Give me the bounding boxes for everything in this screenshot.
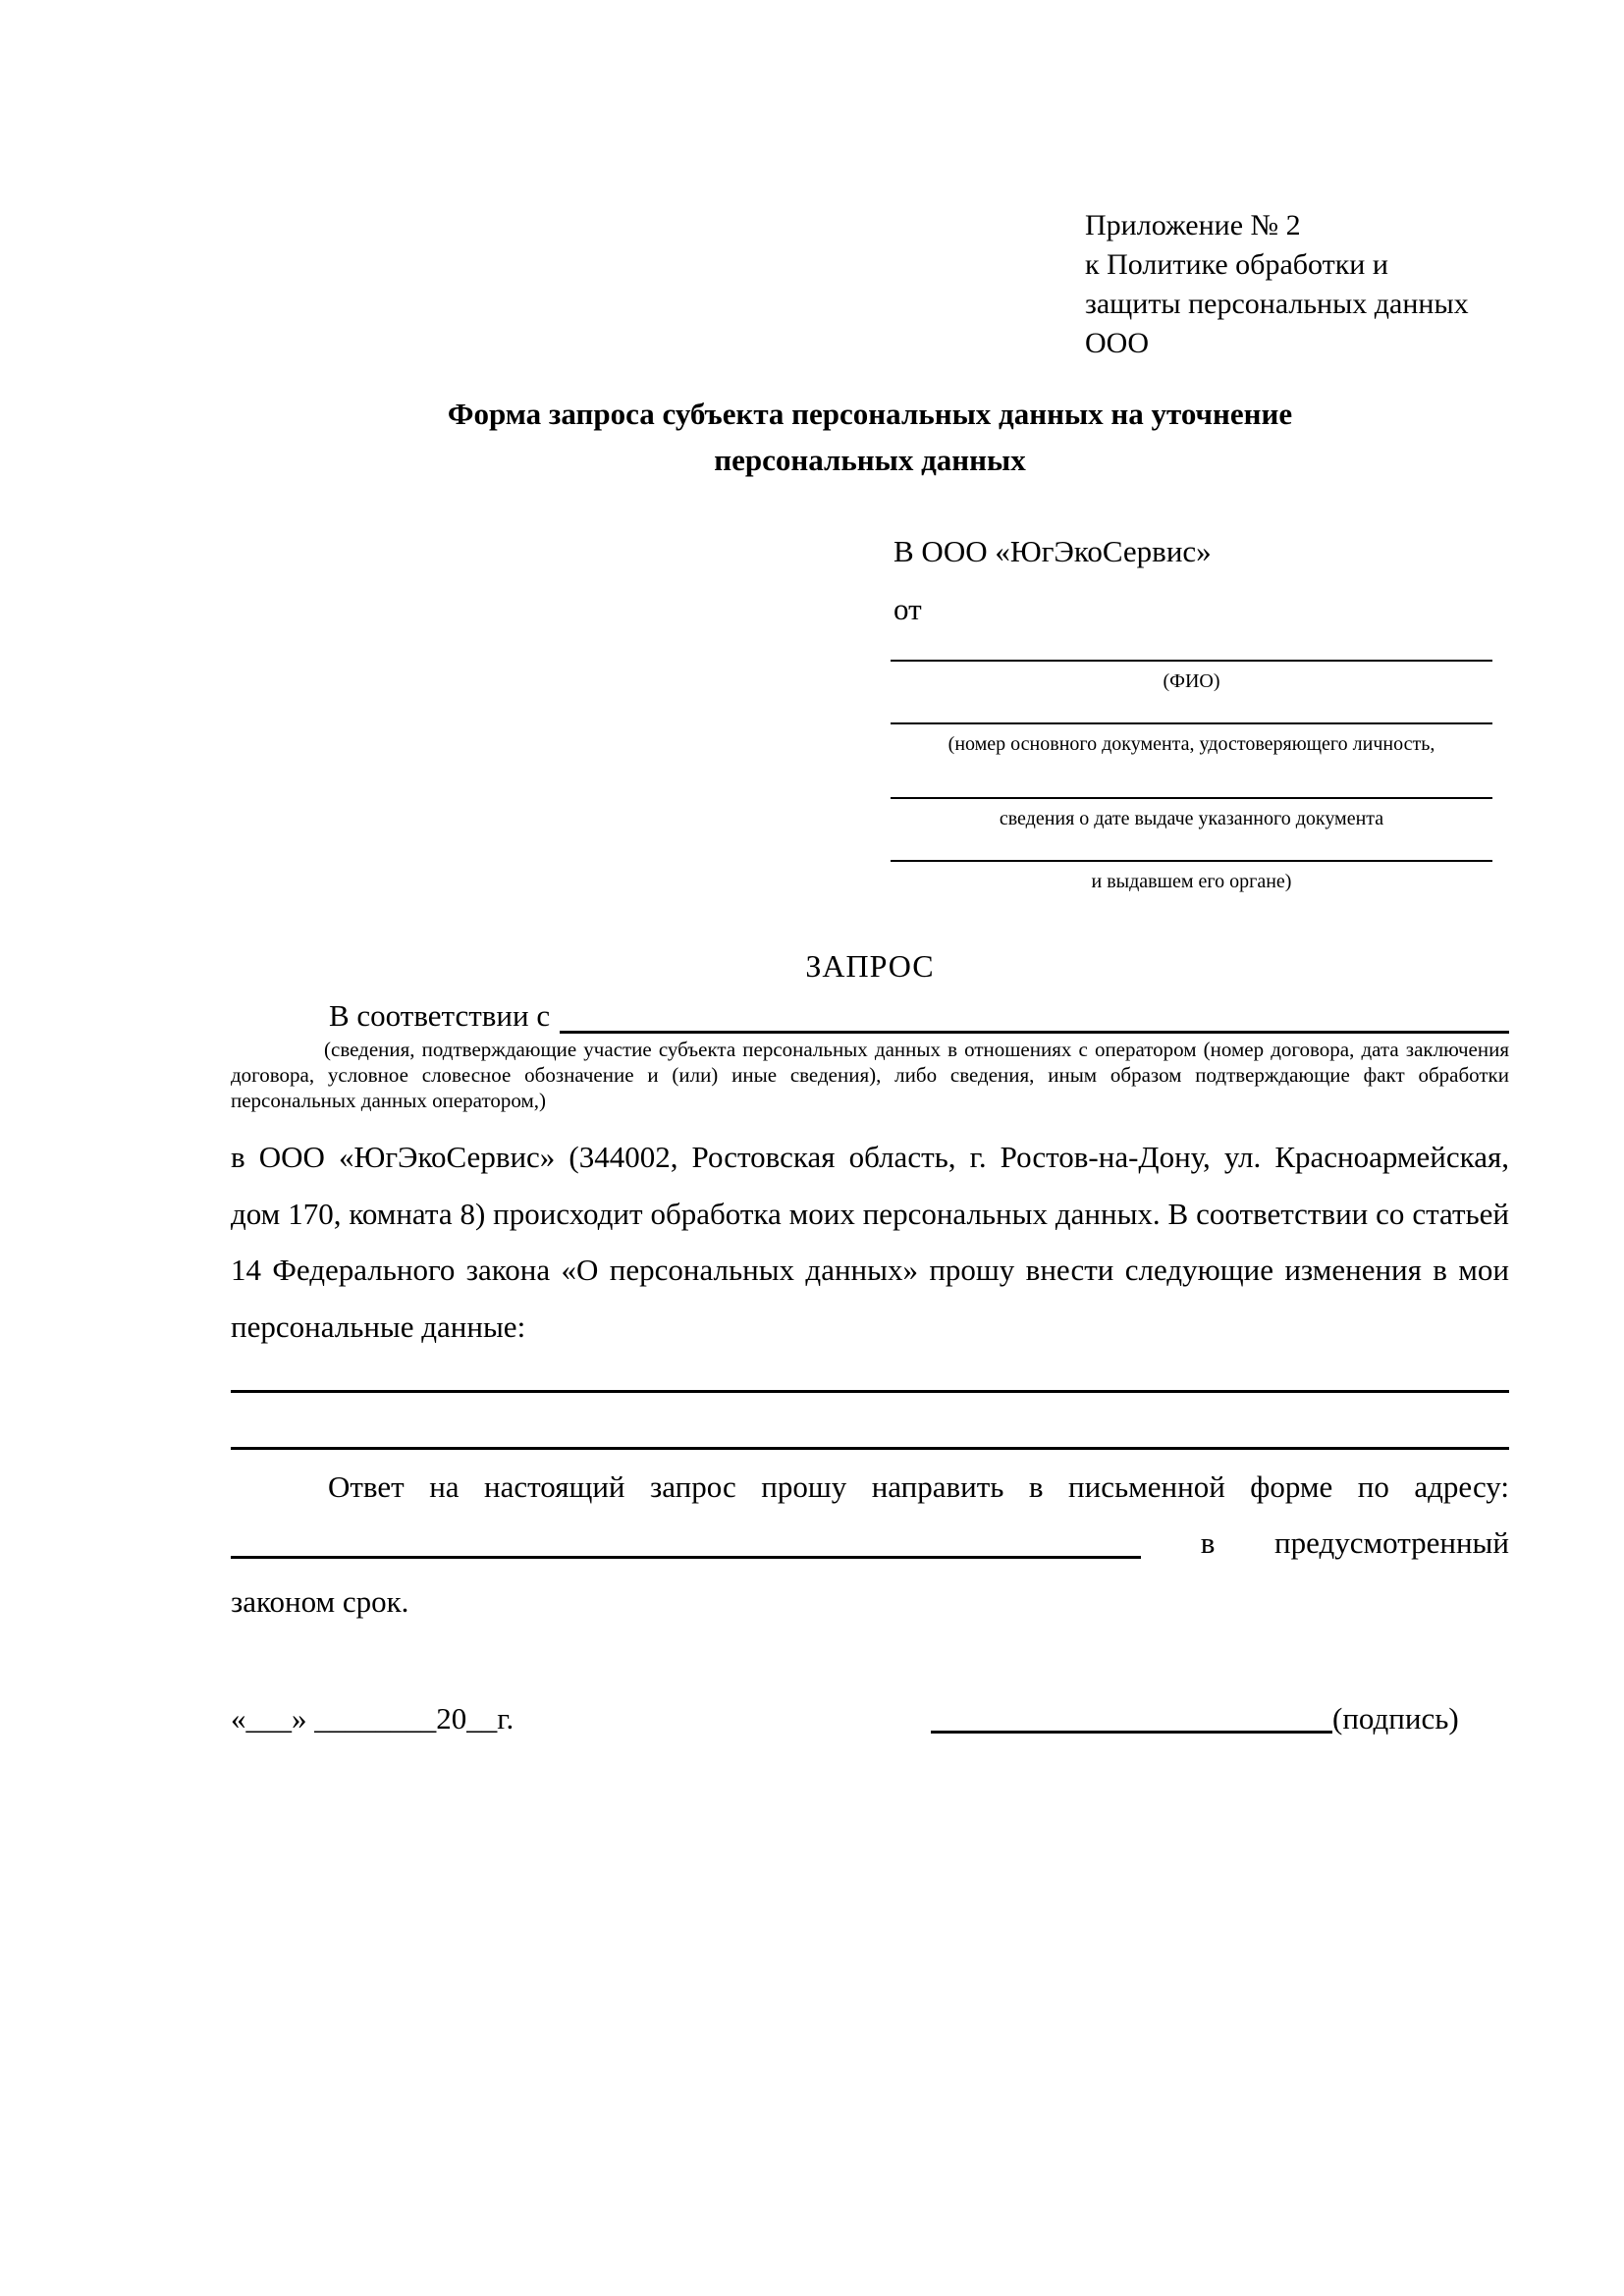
- fio-caption: (ФИО): [1163, 670, 1220, 692]
- answer-paragraph-line2: [231, 1527, 1509, 1561]
- answer-word-v: в: [1200, 1525, 1216, 1560]
- fio-blank-field: [891, 660, 1492, 693]
- document-title: [231, 391, 1509, 483]
- appendix-note: [1085, 206, 1469, 363]
- addressee-to: В ООО «ЮгЭкоСервис»: [893, 534, 1212, 568]
- appendix-note-line: Приложение № 2: [1085, 209, 1301, 241]
- accordance-blank-line: [560, 1021, 1509, 1034]
- issuing-authority-caption: и выдавшем его органе): [1091, 871, 1292, 892]
- appendix-note-line: ООО: [1085, 327, 1149, 359]
- answer-paragraph-line3: законом срок.: [231, 1584, 409, 1619]
- document-title-line1: Форма запроса субъекта персональных данных на уточнение: [447, 397, 1293, 431]
- accordance-lead-text: В соответствии с: [329, 998, 551, 1033]
- signature-blank-line: [931, 1702, 1332, 1734]
- addressee-from-label: от: [893, 592, 922, 626]
- document-title-line2: персональных данных: [714, 443, 1026, 477]
- write-in-blank-line-2: [231, 1447, 1509, 1450]
- appendix-note-line: защиты персональных данных: [1085, 288, 1469, 320]
- document-number-caption: (номер основного документа, удостоверяющего личность,: [947, 733, 1435, 755]
- request-heading: ЗАПРОС: [805, 948, 935, 984]
- issuing-authority-blank-field: [891, 860, 1492, 893]
- signature-caption: (подпись): [1332, 1701, 1459, 1735]
- date-blank: «___» ________20__г.: [231, 1701, 514, 1735]
- answer-word-predusmotrennyy: предусмотренный: [1274, 1525, 1509, 1560]
- document-number-blank-field: [891, 722, 1492, 756]
- issue-date-blank-field: [891, 797, 1492, 830]
- address-blank-line: [231, 1546, 1141, 1559]
- appendix-note-line: к Политике обработки и: [1085, 248, 1388, 281]
- body-paragraph: в ООО «ЮгЭкоСервис» (344002, Ростовская область, г. Ростов-на-Дону, ул. Красноармейская, дом 170, комната 8) происходит обработка моих персональных данных. В соответствии со статьей 14 Федерального закона «О персональных данных» прошу внести следующие изменения в мои персональные данные:: [231, 1140, 1509, 1344]
- small-print-note: (сведения, подтверждающие участие субъекта персональных данных в отношениях с оператором (номер договора, дата заключения договора, условное словесное обозначение и (или) иные сведения), либо сведения, иным образом подтверждающие факт обработки персональных данных оператором,): [231, 1038, 1509, 1112]
- write-in-blank-line-1: [231, 1390, 1509, 1393]
- accordance-row: [231, 998, 1509, 1034]
- answer-paragraph-line1: Ответ на настоящий запрос прошу направить в письменной форме по адресу:: [328, 1469, 1509, 1504]
- issue-date-caption: сведения о дате выдаче указанного документа: [999, 808, 1384, 829]
